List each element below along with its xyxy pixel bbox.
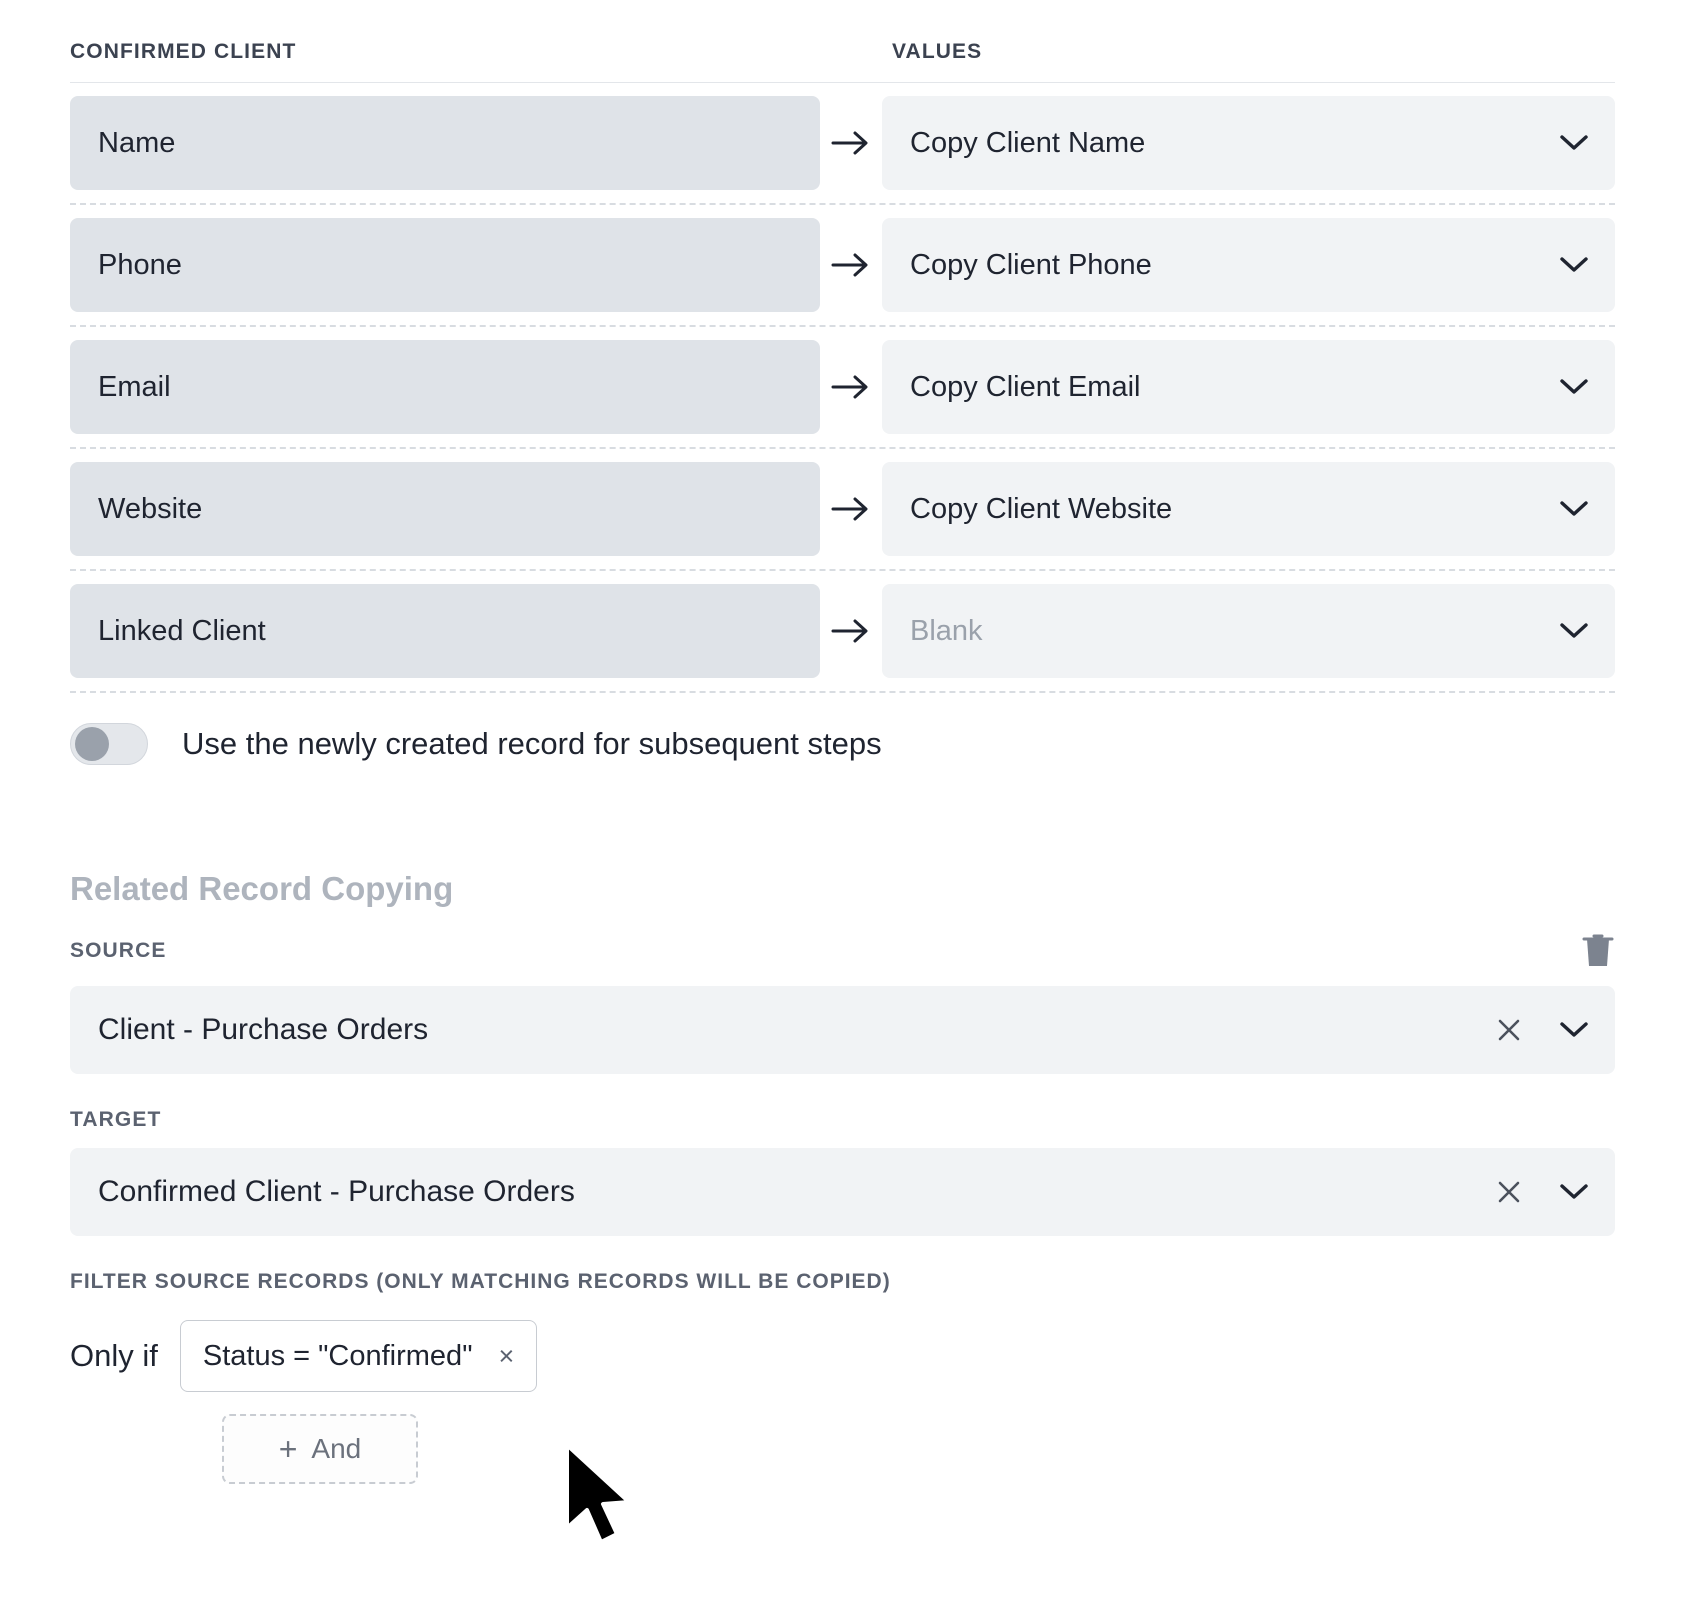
add-condition-button[interactable] <box>222 1414 418 1484</box>
target-select[interactable] <box>70 1148 1615 1236</box>
add-condition-label: And <box>311 1433 362 1464</box>
target-label-row <box>70 1108 1615 1132</box>
close-icon[interactable] <box>1495 1016 1523 1044</box>
related-record-copying-title: Related Record Copying <box>70 870 454 907</box>
target-value: Confirmed Client - Purchase Orders <box>98 1175 575 1208</box>
chevron-down-icon[interactable] <box>1559 372 1589 402</box>
subsequent-steps-toggle-row[interactable] <box>70 693 1615 789</box>
source-value: Client - Purchase Orders <box>98 1013 429 1046</box>
source-field-phone: Phone <box>70 218 820 312</box>
value-text: Blank <box>910 614 983 647</box>
close-icon[interactable] <box>1495 1178 1523 1206</box>
plus-icon: + <box>278 1430 298 1467</box>
target-label: TARGET <box>70 1108 162 1131</box>
arrow-right-icon <box>820 618 882 644</box>
source-field-email: Email <box>70 340 820 434</box>
use-new-record-toggle[interactable] <box>70 723 148 765</box>
column-header-confirmed-client: CONFIRMED CLIENT <box>70 40 297 63</box>
field-mapping-section <box>70 40 1615 789</box>
chevron-down-icon[interactable] <box>1559 250 1589 280</box>
condition-text: Status = "Confirmed" <box>202 1339 473 1372</box>
chevron-down-icon[interactable] <box>1559 1177 1589 1207</box>
chevron-down-icon[interactable] <box>1559 616 1589 646</box>
value-select-phone[interactable] <box>882 218 1615 312</box>
condition-row <box>70 1320 1615 1392</box>
value-text: Copy Client Phone <box>910 248 1152 281</box>
source-label: SOURCE <box>70 939 167 962</box>
source-field-website: Website <box>70 462 820 556</box>
mapping-row <box>70 571 1615 693</box>
filter-source-records-label: FILTER SOURCE RECORDS (ONLY MATCHING RECORDS WILL BE COPIED) <box>70 1270 891 1293</box>
use-new-record-label: Use the newly created record for subsequent steps <box>182 726 882 761</box>
chevron-down-icon[interactable] <box>1559 1015 1589 1045</box>
value-select-name[interactable] <box>882 96 1615 190</box>
value-text: Copy Client Name <box>910 126 1146 159</box>
source-label-row <box>70 932 1615 970</box>
mapping-row <box>70 327 1615 449</box>
arrow-right-icon <box>820 374 882 400</box>
source-field-linked-client: Linked Client <box>70 584 820 678</box>
mapping-header <box>70 40 1615 83</box>
arrow-right-icon <box>820 496 882 522</box>
related-record-copying-section <box>70 870 1615 1484</box>
arrow-right-icon <box>820 130 882 156</box>
mapping-row <box>70 83 1615 205</box>
only-if-label: Only if <box>70 1338 158 1373</box>
value-select-website[interactable] <box>882 462 1615 556</box>
trash-icon[interactable] <box>1581 932 1615 970</box>
chevron-down-icon[interactable] <box>1559 494 1589 524</box>
filter-condition-chip[interactable] <box>180 1320 537 1392</box>
value-select-linked-client[interactable] <box>882 584 1615 678</box>
value-select-email[interactable] <box>882 340 1615 434</box>
mapping-row <box>70 205 1615 327</box>
toggle-knob <box>75 727 109 761</box>
source-select[interactable] <box>70 986 1615 1074</box>
chevron-down-icon[interactable] <box>1559 128 1589 158</box>
value-text: Copy Client Email <box>910 370 1141 403</box>
column-header-values: VALUES <box>892 40 983 63</box>
source-field-name: Name <box>70 96 820 190</box>
arrow-right-icon <box>820 252 882 278</box>
mapping-row <box>70 449 1615 571</box>
close-icon[interactable]: × <box>498 1340 515 1371</box>
value-text: Copy Client Website <box>910 492 1173 525</box>
